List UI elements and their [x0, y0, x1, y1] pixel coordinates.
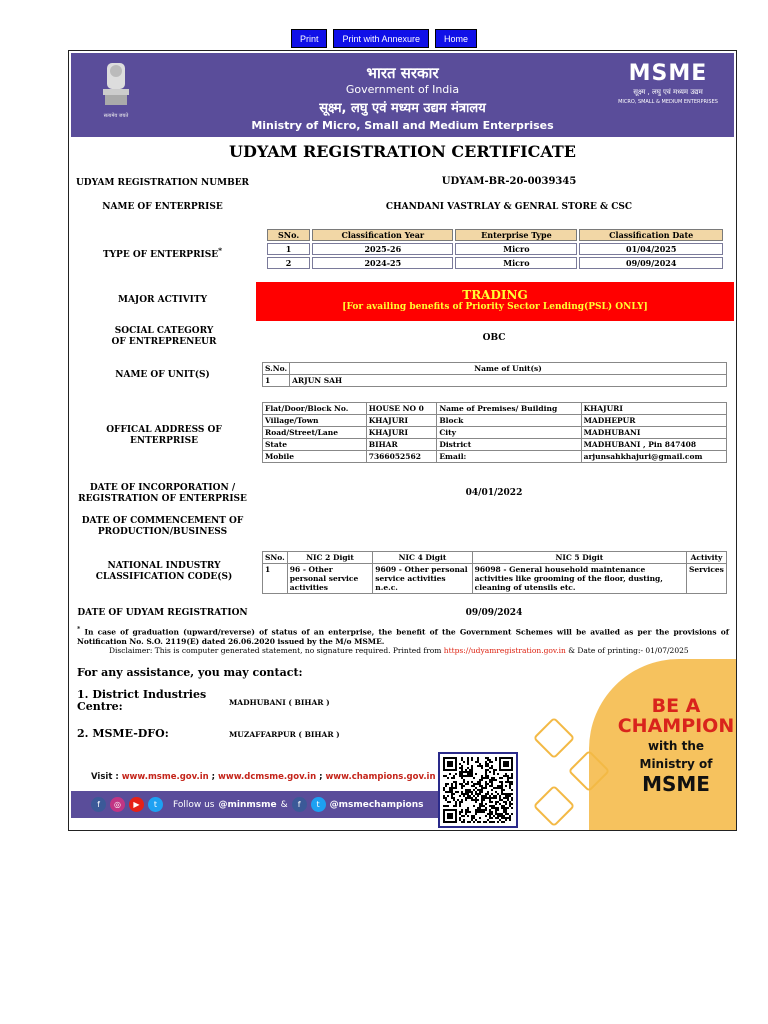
twitter-icon[interactable]: t — [311, 797, 326, 812]
toolbar — [0, 29, 768, 48]
hindi-ministry-title: सूक्ष्म, लघु एवं मध्यम उद्यम मंत्रालय — [319, 101, 486, 116]
enterprise-name-value: CHANDANI VASTRLAY & GENRAL STORE & CSC — [385, 202, 633, 212]
table-cell: 96098 - General household maintenance activities like grooming of the floor, dusting, cleaning of utensils etc. — [472, 564, 686, 594]
table-cell: MADHEPUR — [581, 415, 726, 427]
table-cell: 2 — [267, 257, 310, 269]
address-table — [262, 402, 727, 463]
champion-line-3: with the — [647, 739, 705, 753]
visit-sep: ; — [316, 772, 326, 782]
table-cell: Block — [437, 415, 581, 427]
table-cell: ARJUN SAH — [290, 375, 727, 387]
follow-bar — [71, 791, 439, 818]
msme-logo — [613, 61, 723, 117]
champion-line-1: BE A — [651, 695, 701, 717]
champion-line-2: CHAMPION — [617, 715, 735, 737]
reg-no-value: UDYAM-BR-20-0039345 — [441, 176, 577, 187]
champion-line-4: Ministry of — [639, 757, 713, 771]
column-header: Name of Unit(s) — [290, 363, 727, 375]
column-header: NIC 5 Digit — [472, 552, 686, 564]
hexagon-decoration — [533, 785, 575, 827]
certificate — [68, 50, 737, 831]
table-row — [267, 243, 723, 255]
visit-sep: ; — [208, 772, 219, 782]
dic-value: MADHUBANI ( BIHAR ) — [229, 698, 330, 707]
table-row — [263, 564, 727, 594]
enterprise-name-label: NAME OF ENTERPRISE — [102, 202, 223, 212]
table-cell: Name of Premises/ Building — [437, 403, 581, 415]
commencement-label: DATE OF COMMENCEMENT OF PRODUCTION/BUSINESS — [81, 516, 244, 537]
table-cell: 1 — [263, 564, 288, 594]
table-cell: 09/09/2024 — [579, 257, 723, 269]
nic-label: NATIONAL INDUSTRY CLASSIFICATION CODE(S) — [95, 561, 233, 582]
udyam-date-label: DATE OF UDYAM REGISTRATION — [77, 608, 248, 618]
table-cell: KHAJURI — [581, 403, 726, 415]
twitter-icon[interactable]: t — [148, 797, 163, 812]
ministry-title: Ministry of Micro, Small and Medium Enterprises — [251, 119, 554, 132]
table-cell: KHAJURI — [366, 427, 437, 439]
udyam-date-value: 09/09/2024 — [465, 608, 523, 618]
header-banner — [71, 53, 734, 137]
incorporation-label: DATE OF INCORPORATION / REGISTRATION OF ENTERPRISE — [78, 483, 247, 504]
table-cell: 1 — [267, 243, 310, 255]
table-cell: 9609 - Other personal service activities n.e.c. — [373, 564, 472, 594]
follow-amp: & — [280, 799, 288, 810]
dfo-label: 2. MSME-DFO: — [77, 727, 169, 740]
hindi-govt-title: भारत सरकार — [366, 64, 439, 82]
column-header: Activity — [686, 552, 726, 564]
table-cell: City — [437, 427, 581, 439]
table-cell: 2024-25 — [312, 257, 453, 269]
instagram-icon[interactable]: ◎ — [110, 797, 125, 812]
qr-code — [438, 752, 518, 828]
table-row — [263, 375, 727, 387]
visit-prefix: Visit : — [91, 772, 122, 782]
table-cell: 2025-26 — [312, 243, 453, 255]
handle-minmsme[interactable]: @minmsme — [218, 799, 277, 810]
table-cell: District — [437, 439, 581, 451]
table-cell: State — [263, 439, 367, 451]
msme-link[interactable]: www.msme.gov.in — [121, 772, 209, 782]
table-cell: Village/Town — [263, 415, 367, 427]
table-cell: KHAJURI — [366, 415, 437, 427]
column-header: Classification Date — [579, 229, 723, 241]
facebook-icon[interactable]: f — [292, 797, 307, 812]
dic-label: 1. District Industries Centre: — [77, 688, 207, 713]
table-cell: Micro — [455, 243, 577, 255]
emblem-caption: सत्यमेव जयते — [103, 113, 129, 119]
footnote-text: In case of graduation (upward/reverse) of status of an enterprise, the benefit of the Government Schemes will be availed as per the provisions of Notification No. S.O. 2119(E) dated 26.06.2020 issued by the M/o MSME. — [77, 627, 729, 646]
govt-title: Government of India — [345, 83, 460, 96]
column-header: SNo. — [263, 552, 288, 564]
address-label: OFFICAL ADDRESS OF ENTERPRISE — [106, 425, 222, 446]
type-label-text: TYPE OF ENTERPRISE — [102, 250, 219, 260]
msme-logo-text: MSME — [628, 61, 708, 86]
disclaimer-text: Disclaimer: This is computer generated statement, no signature required. Printed from — [109, 646, 444, 655]
nic-table — [262, 551, 727, 594]
table-row — [267, 257, 723, 269]
table-cell: Micro — [455, 257, 577, 269]
social-category-label: SOCIAL CATEGORY OF ENTREPRENEUR — [111, 326, 217, 347]
visit-links — [91, 772, 436, 782]
social-category-value: OBC — [482, 333, 506, 343]
page-title: UDYAM REGISTRATION CERTIFICATE — [229, 142, 576, 161]
qr-code-icon — [443, 757, 513, 823]
reg-no-label: UDYAM REGISTRATION NUMBER — [75, 178, 250, 188]
major-activity-box — [256, 282, 734, 321]
assistance-heading: For any assistance, you may contact: — [77, 666, 303, 679]
table-cell: MADHUBANI , Pin 847408 — [581, 439, 726, 451]
disclaimer-date: & Date of printing:- 01/07/2025 — [565, 646, 689, 655]
table-row — [263, 403, 727, 415]
classification-table — [265, 227, 725, 271]
table-row — [263, 451, 727, 463]
disclaimer-link[interactable]: https://udyamregistration.gov.in — [443, 646, 566, 655]
print-with-annexure-button[interactable]: Print with Annexure — [333, 29, 429, 48]
table-cell: 01/04/2025 — [579, 243, 723, 255]
table-row — [263, 415, 727, 427]
msme-logo-sub: MICRO, SMALL & MEDIUM ENTERPRISES — [618, 99, 718, 105]
major-activity-label: MAJOR ACTIVITY — [117, 295, 208, 305]
table-cell: Services — [686, 564, 726, 594]
major-activity-note: [For availing benefits of Priority Sector Lending(PSL) ONLY] — [342, 302, 648, 312]
column-header: Enterprise Type — [455, 229, 577, 241]
msme-logo-hindi: सूक्ष्म , लघु एवं मध्यम उद्यम — [633, 88, 703, 96]
print-button[interactable]: Print — [291, 29, 328, 48]
facebook-icon[interactable]: f — [91, 797, 106, 812]
column-header: S.No. — [263, 363, 290, 375]
column-header: NIC 4 Digit — [373, 552, 472, 564]
type-label — [75, 245, 250, 261]
follow-text: Follow us — [173, 799, 215, 810]
table-row — [263, 439, 727, 451]
table-cell: Road/Street/Lane — [263, 427, 367, 439]
table-cell: arjunsahkhajuri@gmail.com — [581, 451, 726, 463]
major-activity-value: TRADING — [462, 288, 528, 302]
table-cell: 1 — [263, 375, 290, 387]
table-cell: Mobile — [263, 451, 367, 463]
footnote-mark: * — [77, 626, 81, 633]
units-label: NAME OF UNIT(S) — [115, 370, 210, 380]
disclaimer — [109, 646, 729, 655]
table-cell: MADHUBANI — [581, 427, 726, 439]
youtube-icon[interactable]: ▶ — [129, 797, 144, 812]
units-table — [262, 362, 727, 387]
table-cell: HOUSE NO 0 — [366, 403, 437, 415]
column-header: SNo. — [267, 229, 310, 241]
champion-promo — [614, 696, 737, 796]
table-cell: Email: — [437, 451, 581, 463]
champion-line-5: MSME — [642, 772, 710, 796]
handle-msmechampions[interactable]: @msmechampions — [329, 799, 424, 810]
champions-link[interactable]: www.champions.gov.in — [325, 772, 436, 782]
hexagon-decoration — [533, 717, 575, 759]
table-cell: BIHAR — [366, 439, 437, 451]
table-cell: 96 - Other personal service activities — [287, 564, 373, 594]
table-cell: Flat/Door/Block No. — [263, 403, 367, 415]
column-header: NIC 2 Digit — [287, 552, 373, 564]
footnote — [77, 625, 729, 646]
table-row — [263, 427, 727, 439]
dfo-value: MUZAFFARPUR ( BIHAR ) — [229, 730, 340, 739]
type-label-mark: * — [218, 246, 223, 255]
dcmsme-link[interactable]: www.dcmsme.gov.in — [218, 772, 317, 782]
column-header: Classification Year — [312, 229, 453, 241]
table-cell: 7366052562 — [366, 451, 437, 463]
incorporation-value: 04/01/2022 — [465, 488, 523, 498]
home-button[interactable]: Home — [435, 29, 477, 48]
